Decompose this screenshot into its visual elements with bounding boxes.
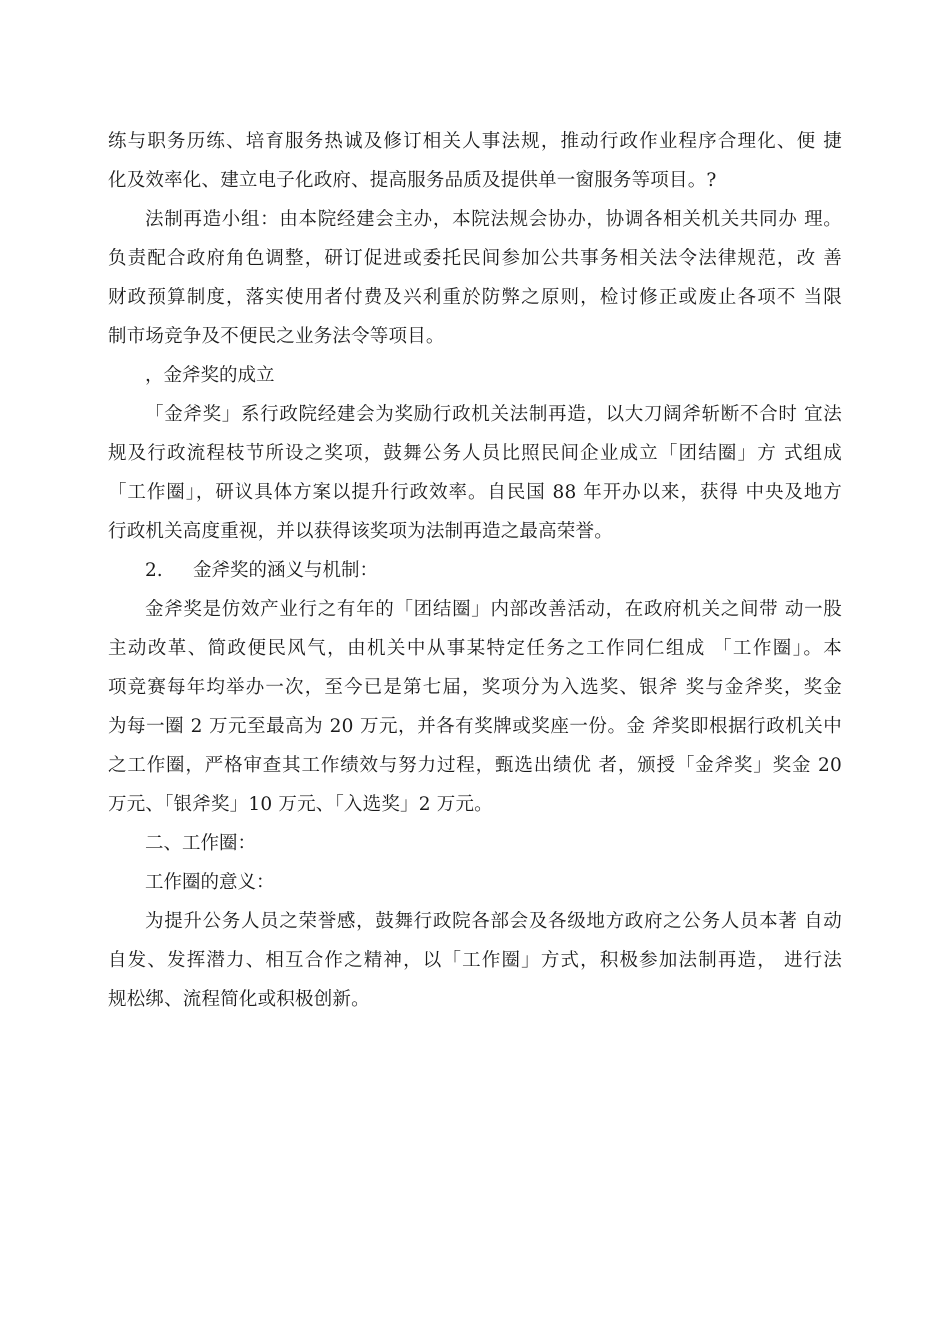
- section-heading: 二、工作圈：: [145, 833, 257, 854]
- document-page: [108, 128, 842, 1014]
- paragraph-1: [108, 128, 842, 195]
- paragraph-line: 「金斧奖」系行政院经建会为奖励行政机关法制再造，以大刀阔斧斩断不合时 宜法: [145, 404, 842, 425]
- paragraph-line: 行政机关高度重视，并以获得该奖项为法制再造之最高荣誉。: [108, 521, 613, 542]
- paragraph-line: 金斧奖是仿效产业行之有年的「团结圈」内部改善活动，在政府机关之间带 动一股: [145, 599, 842, 620]
- paragraph-4: [108, 596, 842, 819]
- paragraph-line: 负责配合政府角色调整，研订促进或委托民间参加公共事务相关法令法律规范，改 善: [108, 248, 842, 269]
- paragraph-line: 自发、发挥潜力、相互合作之精神，以「工作圈」方式，积极参加法制再造， 进行法: [108, 950, 842, 971]
- paragraph-line: 项竞赛每年均举办一次，至今已是第七届，奖项分为入选奖、银斧 奖与金斧奖，奖金: [108, 677, 842, 698]
- heading-number: 2.: [145, 560, 163, 581]
- section-heading: ，金斧奖的成立: [145, 365, 275, 386]
- paragraph-3: [108, 401, 842, 546]
- subsection-heading: 工作圈的意义：: [145, 872, 275, 893]
- paragraph-2: [108, 206, 842, 351]
- paragraph-line: 财政预算制度，落实使用者付费及兴利重於防弊之原则，检讨修正或废止各项不 当限: [108, 287, 842, 308]
- paragraph-line: 主动改革、简政便民风气，由机关中从事某特定任务之工作同仁组成 「工作圈」。本: [108, 638, 842, 659]
- paragraph-line: 规及行政流程枝节所设之奖项，鼓舞公务人员比照民间企业成立「团结圈」方 式组成: [108, 443, 842, 464]
- paragraph-line: 「工作圈」，研议具体方案以提升行政效率。自民国 88 年开办以来，获得 中央及地方: [108, 482, 842, 503]
- paragraph-5: [108, 908, 842, 1014]
- heading-text: 金斧奖的涵义与机制：: [193, 560, 379, 581]
- paragraph-line: 规松绑、流程简化或积极创新。: [108, 989, 370, 1010]
- section-heading-numbered: [108, 557, 842, 585]
- paragraph-line: 制市场竞争及不便民之业务法令等项目。: [108, 326, 445, 347]
- paragraph-line: 之工作圈，严格审查其工作绩效与努力过程，甄选出绩优 者，颁授「金斧奖」奖金 20: [108, 755, 842, 776]
- paragraph-line: 法制再造小组：由本院经建会主办，本院法规会协办，协调各相关机关共同办 理。: [145, 209, 842, 230]
- paragraph-line: 为提升公务人员之荣誉感，鼓舞行政院各部会及各级地方政府之公务人员本著 自动: [145, 911, 842, 932]
- paragraph-line: 化及效率化、建立电子化政府、提高服务品质及提供单一窗服务等项目。?: [108, 170, 717, 191]
- paragraph-line: 练与职务历练、培育服务热诚及修订相关人事法规，推动行政作业程序合理化、便 捷: [108, 131, 842, 152]
- paragraph-line: 万元、「银斧奖」10 万元、「入选奖」2 万元。: [108, 794, 493, 815]
- paragraph-line: 为每一圈 2 万元至最高为 20 万元，并各有奖牌或奖座一份。金 斧奖即根据行政机关中: [108, 716, 842, 737]
